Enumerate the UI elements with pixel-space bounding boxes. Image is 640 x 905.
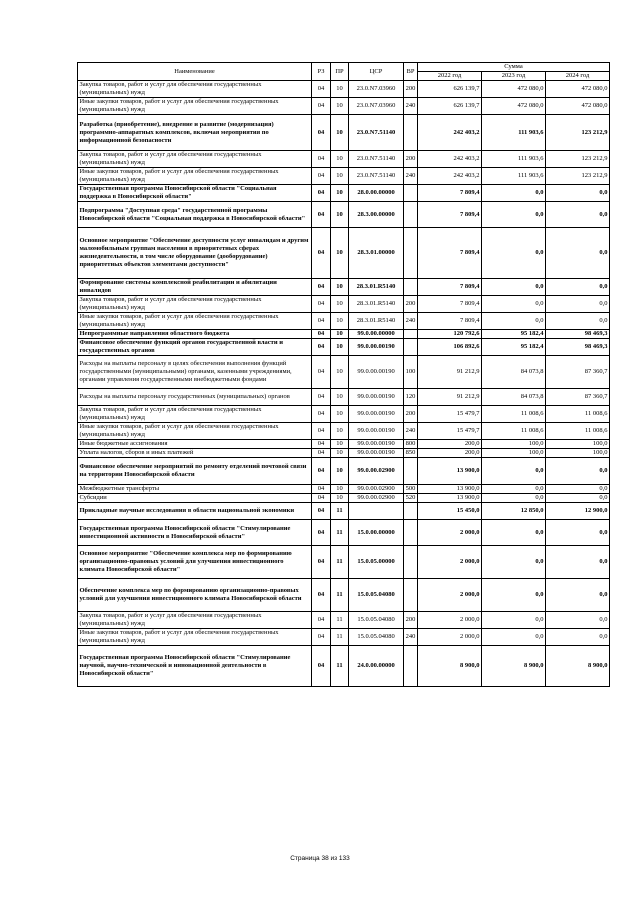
table-row (78, 646, 610, 687)
cell-csr: 28.0.00.00000 (349, 185, 404, 202)
cell-vr: 240 (404, 629, 418, 646)
table-row (78, 389, 610, 406)
table-row (78, 449, 610, 458)
cell-csr: 99.0.00.00190 (349, 356, 404, 389)
table-row (78, 579, 610, 612)
header-sum: Сумма (418, 63, 610, 72)
cell-csr: 99.0.00.00190 (349, 389, 404, 406)
table-body (78, 81, 610, 687)
cell-csr: 99.0.00.00190 (349, 449, 404, 458)
cell-name: Иные бюджетные ассигнования (78, 440, 312, 449)
cell-pr: 11 (331, 503, 349, 520)
cell-y3: 0,0 (546, 458, 610, 485)
cell-y1: 200,0 (418, 449, 482, 458)
cell-y2: 95 182,4 (482, 339, 546, 356)
cell-name: Разработка (приобретение), внедрение и развитие (модернизация) программно-аппаратных комплексов, включая мероприятия по информационной безопасности (78, 115, 312, 151)
cell-name: Подпрограмма "Доступная среда" государственной программы Новосибирской области "Социальная поддержка в Новосибирской области" (78, 202, 312, 228)
table-row (78, 406, 610, 423)
cell-pr: 10 (331, 151, 349, 168)
cell-y2: 111 903,6 (482, 168, 546, 185)
cell-pr: 10 (331, 81, 349, 98)
cell-y3: 123 212,9 (546, 115, 610, 151)
table-row (78, 629, 610, 646)
cell-y3: 8 900,0 (546, 646, 610, 687)
cell-name: Расходы на выплаты персоналу государственных (муниципальных) органов (78, 389, 312, 406)
cell-pr: 10 (331, 356, 349, 389)
cell-name: Финансовое обеспечение функций органов государственной власти и государственных органов (78, 339, 312, 356)
cell-csr: 99.0.00.02900 (349, 494, 404, 503)
cell-y2: 111 903,6 (482, 151, 546, 168)
cell-vr (404, 579, 418, 612)
cell-csr: 23.0.N7.51140 (349, 168, 404, 185)
cell-csr: 23.0.N7.03960 (349, 98, 404, 115)
cell-name: Иные закупки товаров, работ и услуг для обеспечения государственных (муниципальных) нужд (78, 313, 312, 330)
table-row (78, 313, 610, 330)
cell-rz: 04 (312, 296, 331, 313)
cell-pr: 10 (331, 485, 349, 494)
cell-y1: 2 000,0 (418, 629, 482, 646)
cell-rz: 04 (312, 151, 331, 168)
cell-y1: 91 212,9 (418, 389, 482, 406)
cell-csr: 99.0.00.00190 (349, 339, 404, 356)
table-row (78, 279, 610, 296)
cell-csr: 23.0.N7.03960 (349, 81, 404, 98)
cell-name: Закупка товаров, работ и услуг для обеспечения государственных (муниципальных) нужд (78, 81, 312, 98)
header-csr: ЦСР (349, 63, 404, 81)
cell-y3: 123 212,9 (546, 168, 610, 185)
cell-y1: 106 892,6 (418, 339, 482, 356)
cell-y2: 100,0 (482, 449, 546, 458)
cell-y1: 91 212,9 (418, 356, 482, 389)
cell-csr: 23.0.N7.51140 (349, 151, 404, 168)
cell-rz: 04 (312, 389, 331, 406)
cell-csr: 24.0.00.00000 (349, 646, 404, 687)
cell-y3: 100,0 (546, 440, 610, 449)
cell-y1: 7 809,4 (418, 313, 482, 330)
cell-y2: 12 850,0 (482, 503, 546, 520)
cell-pr: 10 (331, 330, 349, 339)
header-year-2023: 2023 год (482, 72, 546, 81)
cell-vr: 500 (404, 485, 418, 494)
cell-y2: 0,0 (482, 313, 546, 330)
cell-y3: 0,0 (546, 520, 610, 546)
cell-y3: 0,0 (546, 494, 610, 503)
cell-y3: 0,0 (546, 612, 610, 629)
cell-y2: 0,0 (482, 520, 546, 546)
cell-csr: 15.0.05.04080 (349, 629, 404, 646)
cell-pr: 10 (331, 458, 349, 485)
cell-csr: 15.0.00.00000 (349, 520, 404, 546)
cell-name: Иные закупки товаров, работ и услуг для обеспечения государственных (муниципальных) нужд (78, 168, 312, 185)
cell-vr (404, 646, 418, 687)
header-pr: ПР (331, 63, 349, 81)
cell-name: Расходы на выплаты персоналу в целях обеспечения выполнения функций государственными (муниципальными) органами, казенными учреждениями, органами управления государственными внебюджетными фондами (78, 356, 312, 389)
table-row (78, 151, 610, 168)
cell-y3: 98 469,3 (546, 330, 610, 339)
cell-y1: 8 900,0 (418, 646, 482, 687)
cell-y2: 472 080,0 (482, 98, 546, 115)
cell-y1: 7 809,4 (418, 185, 482, 202)
cell-csr (349, 503, 404, 520)
cell-pr: 10 (331, 202, 349, 228)
table-row (78, 339, 610, 356)
cell-name: Субсидии (78, 494, 312, 503)
cell-y2: 95 182,4 (482, 330, 546, 339)
cell-csr: 99.0.00.00190 (349, 423, 404, 440)
cell-y1: 15 479,7 (418, 406, 482, 423)
cell-vr: 240 (404, 98, 418, 115)
cell-csr: 99.0.00.00000 (349, 330, 404, 339)
cell-y1: 242 403,2 (418, 151, 482, 168)
table-row (78, 228, 610, 279)
cell-y2: 0,0 (482, 296, 546, 313)
cell-vr (404, 202, 418, 228)
cell-rz: 04 (312, 646, 331, 687)
cell-pr: 10 (331, 389, 349, 406)
cell-y1: 13 900,0 (418, 458, 482, 485)
cell-name: Прикладные научные исследования в области национальной экономики (78, 503, 312, 520)
cell-rz: 04 (312, 546, 331, 579)
cell-vr: 200 (404, 151, 418, 168)
table-row (78, 485, 610, 494)
cell-rz: 04 (312, 330, 331, 339)
cell-csr: 28.3.00.00000 (349, 202, 404, 228)
cell-csr: 15.0.05.04080 (349, 579, 404, 612)
cell-y1: 2 000,0 (418, 520, 482, 546)
cell-rz: 04 (312, 520, 331, 546)
cell-pr: 11 (331, 520, 349, 546)
cell-rz: 04 (312, 202, 331, 228)
cell-y1: 7 809,4 (418, 296, 482, 313)
cell-name: Формирование системы комплексной реабилитации и абилитации инвалидов (78, 279, 312, 296)
cell-rz: 04 (312, 168, 331, 185)
cell-vr (404, 546, 418, 579)
cell-y1: 120 792,6 (418, 330, 482, 339)
table-header-row (78, 63, 610, 72)
cell-y2: 84 073,8 (482, 389, 546, 406)
cell-y1: 15 450,0 (418, 503, 482, 520)
page-number: Страница 38 из 133 (290, 855, 350, 862)
cell-y3: 0,0 (546, 313, 610, 330)
cell-y1: 13 900,0 (418, 485, 482, 494)
cell-csr: 15.0.05.04080 (349, 612, 404, 629)
cell-name: Закупка товаров, работ и услуг для обеспечения государственных (муниципальных) нужд (78, 296, 312, 313)
table-row (78, 494, 610, 503)
cell-rz: 04 (312, 503, 331, 520)
cell-vr (404, 458, 418, 485)
header-name: Наименование (78, 63, 312, 81)
cell-y2: 0,0 (482, 458, 546, 485)
cell-pr: 11 (331, 646, 349, 687)
cell-vr: 200 (404, 612, 418, 629)
cell-vr: 100 (404, 356, 418, 389)
cell-csr: 15.0.05.00000 (349, 546, 404, 579)
cell-y3: 11 008,6 (546, 423, 610, 440)
cell-pr: 10 (331, 339, 349, 356)
cell-rz: 04 (312, 629, 331, 646)
cell-name: Иные закупки товаров, работ и услуг для обеспечения государственных (муниципальных) нужд (78, 423, 312, 440)
cell-y2: 84 073,8 (482, 356, 546, 389)
table-row (78, 98, 610, 115)
cell-rz: 04 (312, 279, 331, 296)
cell-vr (404, 279, 418, 296)
cell-y3: 0,0 (546, 279, 610, 296)
cell-vr: 120 (404, 389, 418, 406)
cell-y2: 11 008,6 (482, 406, 546, 423)
cell-y2: 0,0 (482, 202, 546, 228)
table-row (78, 296, 610, 313)
cell-y2: 0,0 (482, 494, 546, 503)
table-row (78, 185, 610, 202)
table-row (78, 202, 610, 228)
cell-y3: 12 900,0 (546, 503, 610, 520)
cell-pr: 10 (331, 279, 349, 296)
cell-rz: 04 (312, 228, 331, 279)
cell-rz: 04 (312, 185, 331, 202)
cell-y1: 7 809,4 (418, 279, 482, 296)
cell-pr: 10 (331, 228, 349, 279)
cell-y1: 15 479,7 (418, 423, 482, 440)
cell-name: Уплата налогов, сборов и иных платежей (78, 449, 312, 458)
table-row (78, 168, 610, 185)
cell-rz: 04 (312, 440, 331, 449)
cell-y1: 2 000,0 (418, 612, 482, 629)
cell-y1: 242 403,2 (418, 115, 482, 151)
cell-y3: 98 469,3 (546, 339, 610, 356)
cell-y3: 0,0 (546, 485, 610, 494)
cell-y3: 0,0 (546, 296, 610, 313)
table-row (78, 356, 610, 389)
cell-name: Государственная программа Новосибирской области "Социальная поддержка в Новосибирской области" (78, 185, 312, 202)
cell-vr: 200 (404, 406, 418, 423)
cell-vr: 200 (404, 81, 418, 98)
cell-name: Обеспечение комплекса мер по формированию организационно-правовых условий для улучшения инвестиционного климата Новосибирской области (78, 579, 312, 612)
cell-rz: 04 (312, 579, 331, 612)
cell-rz: 04 (312, 115, 331, 151)
cell-y2: 0,0 (482, 485, 546, 494)
cell-y1: 2 000,0 (418, 546, 482, 579)
cell-pr: 10 (331, 98, 349, 115)
cell-y3: 0,0 (546, 579, 610, 612)
cell-vr (404, 330, 418, 339)
cell-vr (404, 520, 418, 546)
cell-y2: 472 080,0 (482, 81, 546, 98)
cell-y3: 0,0 (546, 228, 610, 279)
cell-pr: 10 (331, 423, 349, 440)
cell-pr: 10 (331, 494, 349, 503)
cell-y3: 472 080,0 (546, 98, 610, 115)
cell-rz: 04 (312, 485, 331, 494)
cell-pr: 10 (331, 185, 349, 202)
cell-name: Непрограммные направления областного бюджета (78, 330, 312, 339)
cell-y3: 100,0 (546, 449, 610, 458)
table-row (78, 440, 610, 449)
cell-y2: 0,0 (482, 228, 546, 279)
cell-y3: 123 212,9 (546, 151, 610, 168)
cell-y1: 7 809,4 (418, 202, 482, 228)
cell-y2: 0,0 (482, 579, 546, 612)
cell-name: Иные закупки товаров, работ и услуг для обеспечения государственных (муниципальных) нужд (78, 98, 312, 115)
cell-rz: 04 (312, 406, 331, 423)
cell-name: Иные закупки товаров, работ и услуг для обеспечения государственных (муниципальных) нужд (78, 629, 312, 646)
cell-y3: 87 360,7 (546, 356, 610, 389)
cell-vr: 240 (404, 423, 418, 440)
cell-pr: 11 (331, 612, 349, 629)
cell-name: Финансовое обеспечение мероприятий по ремонту отделений почтовой связи на территории Новосибирской области (78, 458, 312, 485)
table-row (78, 115, 610, 151)
cell-vr: 520 (404, 494, 418, 503)
cell-y2: 11 008,6 (482, 423, 546, 440)
cell-y2: 0,0 (482, 546, 546, 579)
cell-name: Межбюджетные трансферты (78, 485, 312, 494)
cell-rz: 04 (312, 98, 331, 115)
cell-pr: 10 (331, 406, 349, 423)
cell-y3: 87 360,7 (546, 389, 610, 406)
cell-csr: 99.0.00.02900 (349, 458, 404, 485)
cell-pr: 10 (331, 313, 349, 330)
cell-name: Основное мероприятие "Обеспечение комплекса мер по формированию организационно-правовых условий для улучшения инвестиционного климата Новосибирской области" (78, 546, 312, 579)
cell-pr: 11 (331, 579, 349, 612)
cell-y2: 0,0 (482, 612, 546, 629)
cell-name: Государственная программа Новосибирской области "Стимулирование инвестиционной активности в Новосибирской области" (78, 520, 312, 546)
cell-rz: 04 (312, 81, 331, 98)
cell-y3: 0,0 (546, 202, 610, 228)
cell-pr: 11 (331, 629, 349, 646)
cell-vr: 240 (404, 313, 418, 330)
cell-y3: 0,0 (546, 185, 610, 202)
table-row (78, 546, 610, 579)
table-row (78, 612, 610, 629)
header-year-2022: 2022 год (418, 72, 482, 81)
cell-name: Государственная программа Новосибирской области "Стимулирование научной, научно-технической и инновационной деятельности в Новосибирской области" (78, 646, 312, 687)
cell-rz: 04 (312, 356, 331, 389)
cell-csr: 99.0.00.00190 (349, 440, 404, 449)
cell-vr (404, 115, 418, 151)
cell-vr (404, 339, 418, 356)
cell-y1: 200,0 (418, 440, 482, 449)
header-vr: ВР (404, 63, 418, 81)
cell-csr: 99.0.00.02900 (349, 485, 404, 494)
cell-pr: 10 (331, 168, 349, 185)
table-row (78, 503, 610, 520)
cell-name: Закупка товаров, работ и услуг для обеспечения государственных (муниципальных) нужд (78, 406, 312, 423)
cell-y1: 626 139,7 (418, 81, 482, 98)
cell-vr: 200 (404, 296, 418, 313)
cell-csr: 28.3.01.R5140 (349, 296, 404, 313)
cell-y2: 0,0 (482, 279, 546, 296)
cell-rz: 04 (312, 339, 331, 356)
cell-y2: 0,0 (482, 185, 546, 202)
cell-y1: 7 809,4 (418, 228, 482, 279)
table-row (78, 81, 610, 98)
cell-y3: 472 080,0 (546, 81, 610, 98)
cell-csr: 99.0.00.00190 (349, 406, 404, 423)
cell-pr: 10 (331, 115, 349, 151)
header-year-2024: 2024 год (546, 72, 610, 81)
cell-y1: 242 403,2 (418, 168, 482, 185)
cell-y1: 2 000,0 (418, 579, 482, 612)
cell-y1: 626 139,7 (418, 98, 482, 115)
table-row (78, 520, 610, 546)
budget-table (77, 62, 610, 687)
cell-y2: 100,0 (482, 440, 546, 449)
cell-y3: 0,0 (546, 546, 610, 579)
table-row (78, 458, 610, 485)
cell-csr: 28.3.01.R5140 (349, 279, 404, 296)
cell-y2: 111 903,6 (482, 115, 546, 151)
cell-vr (404, 503, 418, 520)
cell-csr: 23.0.N7.51140 (349, 115, 404, 151)
cell-pr: 11 (331, 546, 349, 579)
cell-y3: 11 008,6 (546, 406, 610, 423)
header-rz: РЗ (312, 63, 331, 81)
table-row (78, 423, 610, 440)
cell-y1: 13 900,0 (418, 494, 482, 503)
cell-vr: 240 (404, 168, 418, 185)
cell-csr: 28.3.01.00000 (349, 228, 404, 279)
cell-name: Основное мероприятие "Обеспечение доступности услуг инвалидам и другим маломобильным группам населения в приоритетных сферах жизнедеятельности, в том числе оборудование (дооборудование) приоритетных объектов элементами доступности" (78, 228, 312, 279)
cell-vr (404, 185, 418, 202)
cell-vr (404, 228, 418, 279)
cell-y3: 0,0 (546, 629, 610, 646)
cell-rz: 04 (312, 423, 331, 440)
cell-name: Закупка товаров, работ и услуг для обеспечения государственных (муниципальных) нужд (78, 151, 312, 168)
cell-y2: 0,0 (482, 629, 546, 646)
cell-vr: 850 (404, 449, 418, 458)
cell-rz: 04 (312, 313, 331, 330)
cell-rz: 04 (312, 449, 331, 458)
cell-name: Закупка товаров, работ и услуг для обеспечения государственных (муниципальных) нужд (78, 612, 312, 629)
cell-y2: 8 900,0 (482, 646, 546, 687)
cell-rz: 04 (312, 612, 331, 629)
cell-pr: 10 (331, 440, 349, 449)
cell-csr: 28.3.01.R5140 (349, 313, 404, 330)
cell-rz: 04 (312, 458, 331, 485)
table-row (78, 330, 610, 339)
cell-pr: 10 (331, 296, 349, 313)
cell-vr: 800 (404, 440, 418, 449)
cell-pr: 10 (331, 449, 349, 458)
cell-rz: 04 (312, 494, 331, 503)
